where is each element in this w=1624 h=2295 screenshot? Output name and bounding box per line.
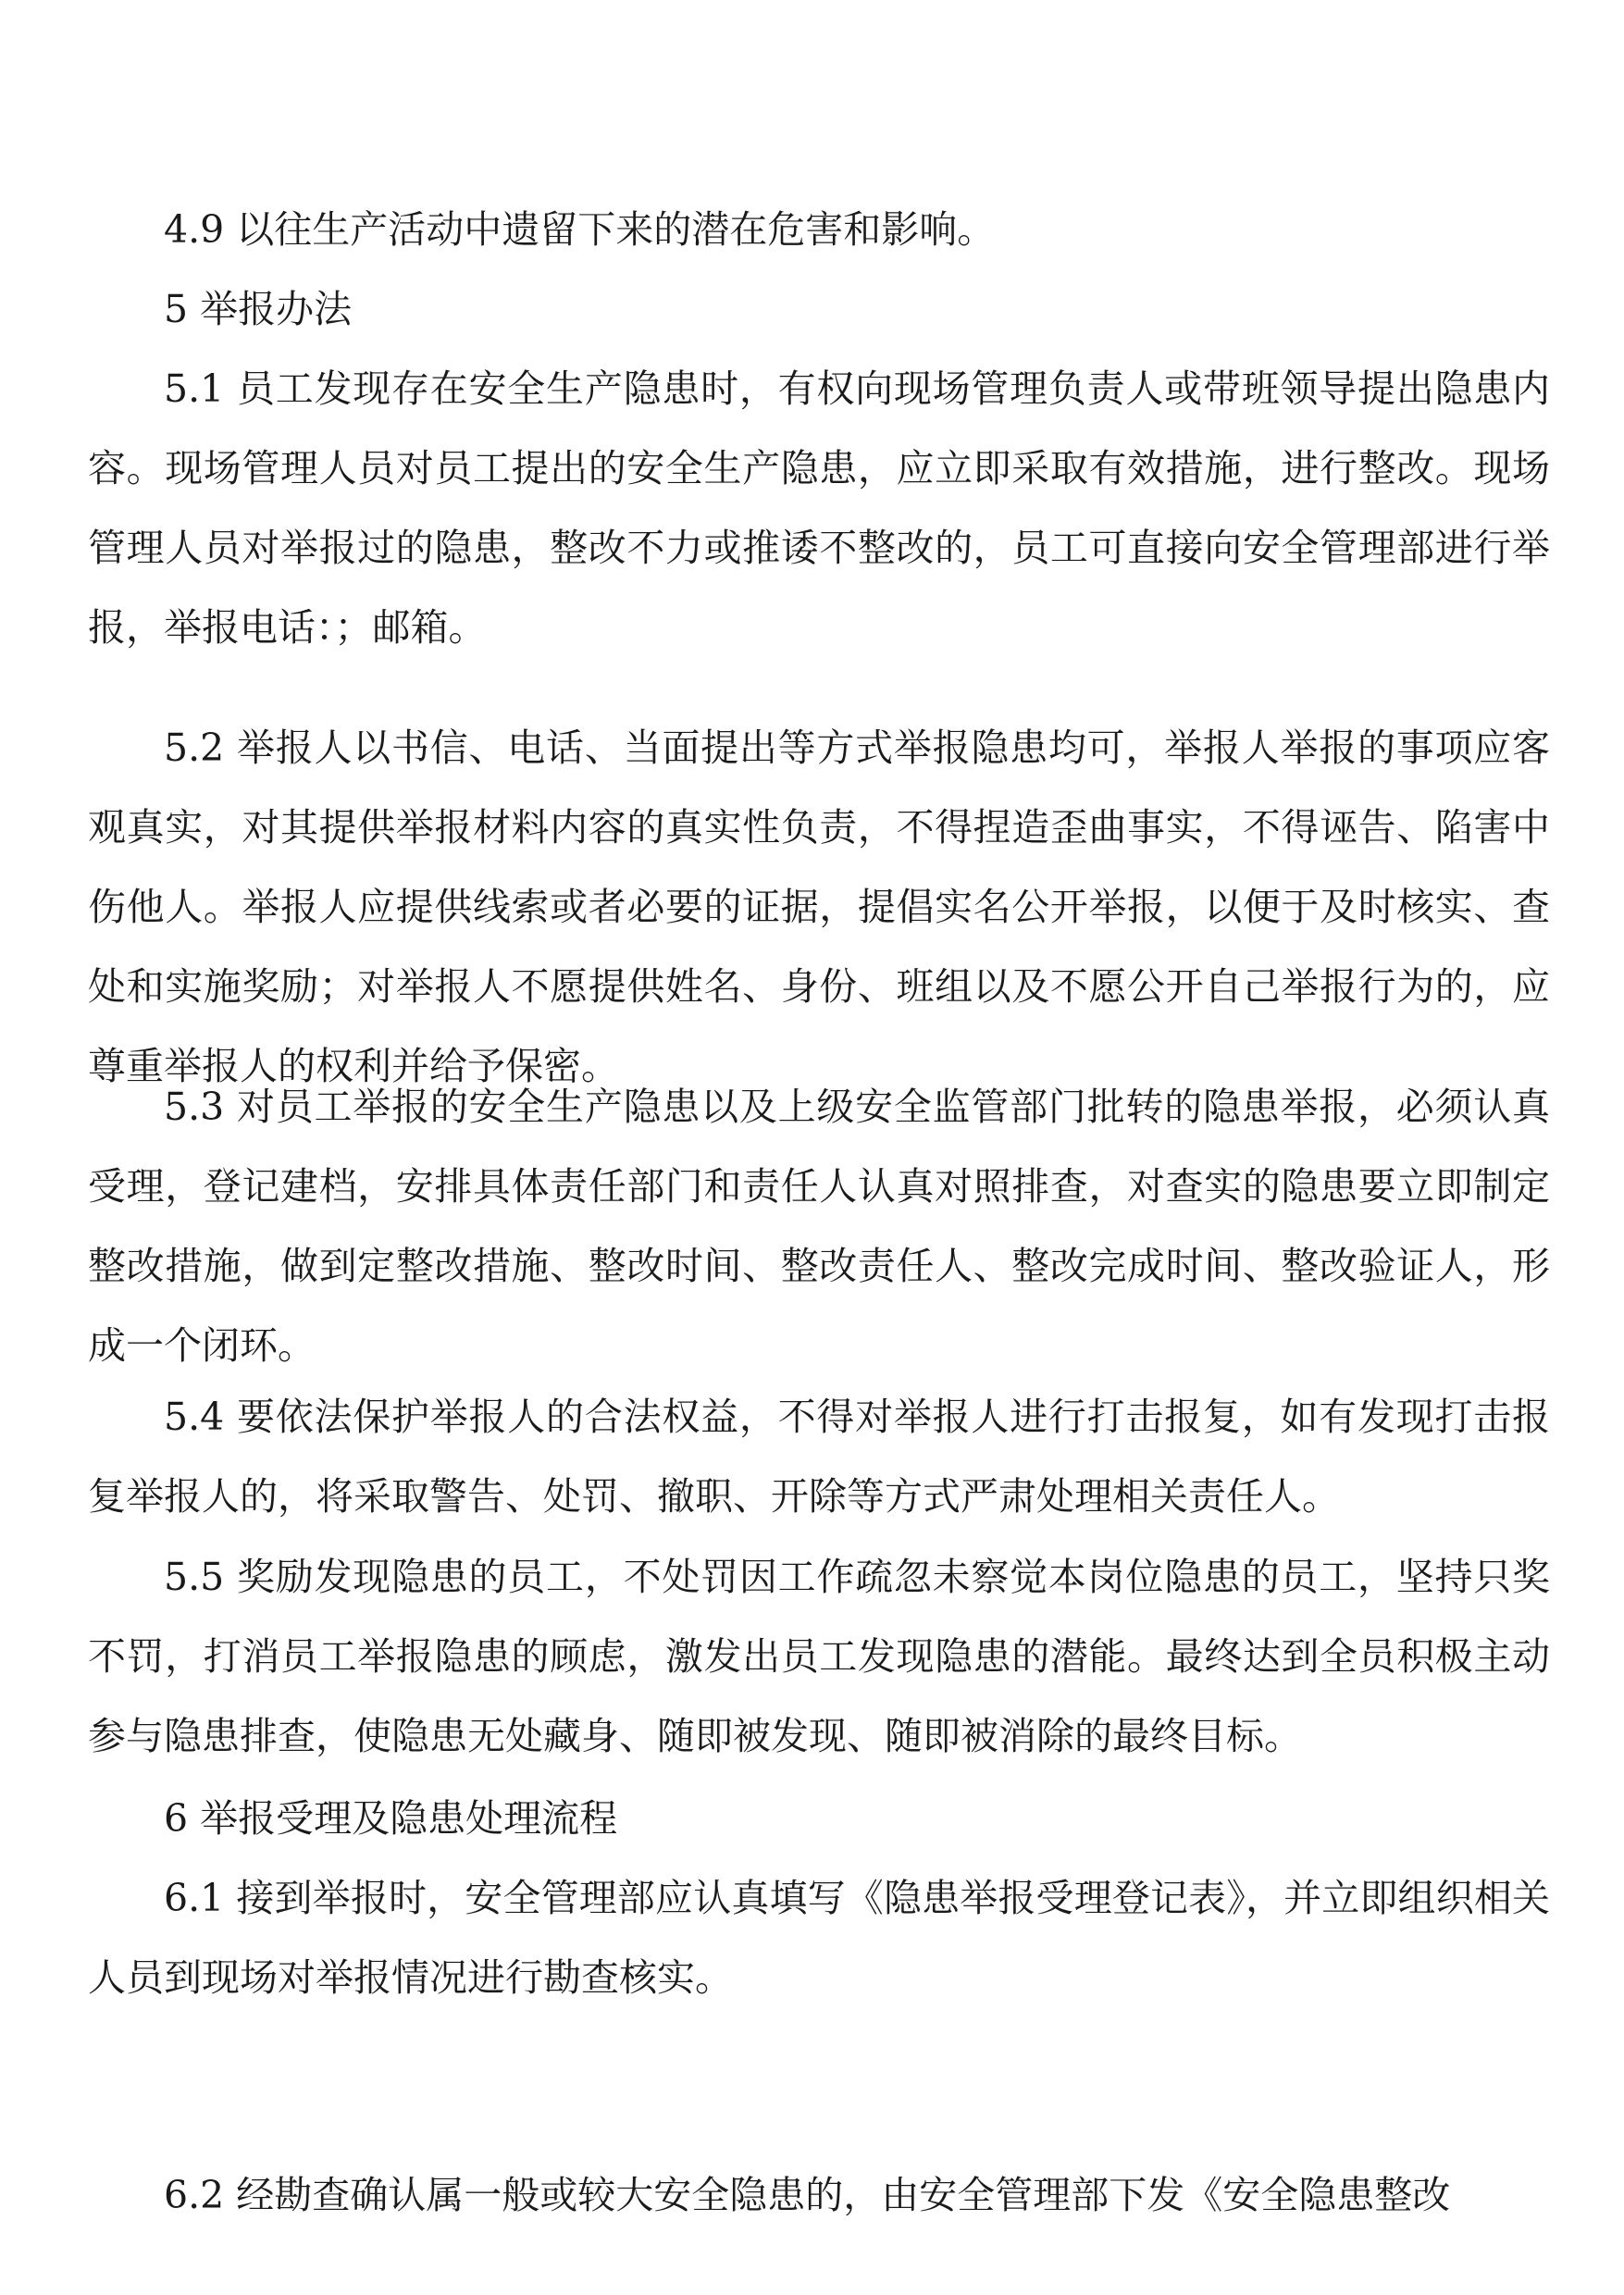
section-heading-5: 5 举报办法: [164, 287, 353, 331]
paragraph-5-3: 5.3 对员工举报的安全生产隐患以及上级安全监管部门批转的隐患举报，必须认真受理，登记建档，安排具体责任部门和责任人认真对照排查，对查实的隐患要立即制定整改措施，做到定整改措施、整改时间、整改责任人、整改完成时间、整改验证人，形成一个闭环。: [88, 1085, 1550, 1368]
document-page: [88, 0, 1550, 2295]
paragraph-6-2: 6.2 经勘查确认属一般或较大安全隐患的，由安全管理部下发《安全隐患整改: [164, 2173, 1451, 2217]
paragraph-5-1: 5.1 员工发现存在安全生产隐患时，有权向现场管理负责人或带班领导提出隐患内容。现场管理人员对员工提出的安全生产隐患，应立即采取有效措施，进行整改。现场管理人员对举报过的隐患，整改不力或推诿不整改的，员工可直接向安全管理部进行举报，举报电话：；邮箱。: [88, 366, 1550, 650]
paragraph-5-2: 5.2 举报人以书信、电话、当面提出等方式举报隐患均可，举报人举报的事项应客观真实，对其提供举报材料内容的真实性负责，不得捏造歪曲事实，不得诬告、陷害中伤他人。举报人应提供线索或者必要的证据，提倡实名公开举报，以便于及时核实、查处和实施奖励；对举报人不愿提供姓名、身份、班组以及不愿公开自己举报行为的，应尊重举报人的权利并给予保密。: [88, 726, 1550, 1088]
paragraph-4-9: 4.9 以往生产活动中遗留下来的潜在危害和影响。: [164, 207, 996, 252]
section-heading-6: 6 举报受理及隐患处理流程: [164, 1796, 618, 1841]
paragraph-6-1: 6.1 接到举报时，安全管理部应认真填写《隐患举报受理登记表》，并立即组织相关人员到现场对举报情况进行勘查核实。: [88, 1876, 1550, 2000]
paragraph-5-5: 5.5 奖励发现隐患的员工，不处罚因工作疏忽未察觉本岗位隐患的员工，坚持只奖不罚，打消员工举报隐患的顾虑，激发出员工发现隐患的潜能。最终达到全员积极主动参与隐患排查，使隐患无处藏身、随即被发现、随即被消除的最终目标。: [88, 1555, 1550, 1758]
paragraph-5-4: 5.4 要依法保护举报人的合法权益，不得对举报人进行打击报复，如有发现打击报复举报人的，将采取警告、处罚、撤职、开除等方式严肃处理相关责任人。: [88, 1395, 1550, 1519]
